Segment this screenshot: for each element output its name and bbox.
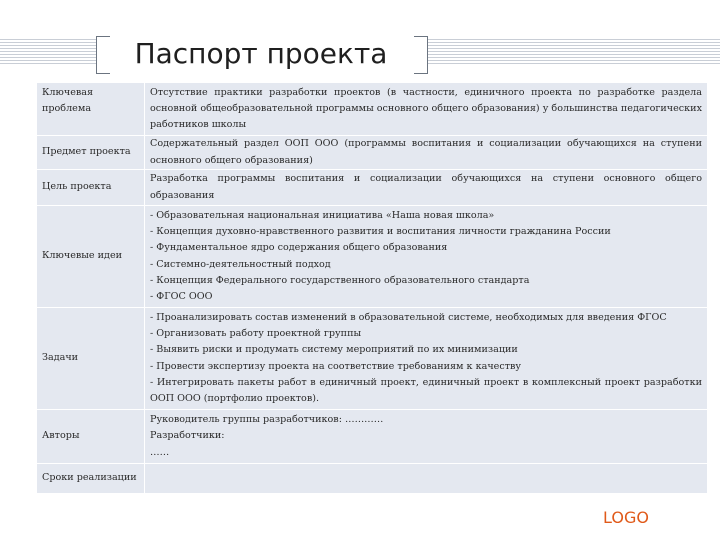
- row-value-goal: Разработка программы воспитания и социализации обучающихся на ступени основного общего образования: [145, 170, 708, 206]
- title-bracket-left-bottom: [96, 73, 110, 74]
- row-label-subject: Предмет проекта: [37, 136, 145, 170]
- header-stripes-left: [0, 39, 96, 65]
- table-row: [37, 464, 708, 494]
- list-item: - Системно-деятельностный подход: [150, 258, 331, 270]
- page-title: Паспорт проекта: [134, 37, 388, 70]
- table-row: [37, 136, 708, 170]
- row-value-key-ideas: [145, 206, 708, 308]
- list-item: - Интегрировать пакеты работ в единичный проект, единичный проект в комплексный проект разработки ООП ООО (портфолио проектов).: [150, 376, 702, 404]
- list-item: ……: [150, 446, 170, 458]
- table-row: [37, 206, 708, 308]
- row-label-tasks: Задачи: [37, 308, 145, 410]
- row-label-authors: Авторы: [37, 410, 145, 464]
- title-bracket-right: [427, 36, 428, 74]
- row-label-goal: Цель проекта: [37, 170, 145, 206]
- list-item: - Организовать работу проектной группы: [150, 328, 362, 340]
- project-passport-table: [36, 82, 708, 494]
- row-value-key-problem: Отсутствие практики разработки проектов (в частности, единичного проекта по разработке раздела основной общеобразовательной программы основного общего образования) у большинства педагогических работников школы: [145, 83, 708, 136]
- header-stripes-right: [428, 39, 720, 65]
- title-bracket-right-bottom: [414, 73, 428, 74]
- row-value-tasks: [145, 308, 708, 410]
- table-row: [37, 83, 708, 136]
- row-label-timeline: Сроки реализации: [37, 464, 145, 494]
- list-item: - Образовательная национальная инициатива «Наша новая школа»: [150, 209, 495, 221]
- logo: LOGO: [603, 508, 649, 527]
- list-item: - Выявить риски и продумать систему мероприятий по их минимизации: [150, 344, 518, 356]
- list-item: - Концепция Федерального государственного образовательного стандарта: [150, 274, 530, 286]
- list-item: Руководитель группы разработчиков: …………: [150, 414, 384, 426]
- table-row: [37, 308, 708, 410]
- title-bracket-left: [96, 36, 97, 74]
- row-label-key-ideas: Ключевые идеи: [37, 206, 145, 308]
- row-value-authors: [145, 410, 708, 464]
- table-row: [37, 410, 708, 464]
- row-value-timeline: [145, 464, 708, 494]
- table-row: [37, 170, 708, 206]
- list-item: - Провести экспертизу проекта на соответствие требованиям к качеству: [150, 360, 522, 372]
- list-item: Разработчики:: [150, 430, 225, 442]
- list-item: - Фундаментальное ядро содержания общего образования: [150, 242, 448, 254]
- list-item: - ФГОС ООО: [150, 290, 213, 302]
- row-label-key-problem: Ключевая проблема: [37, 83, 145, 136]
- row-value-subject: Содержательный раздел ООП ООО (программы воспитания и социализации обучающихся на ступени основного общего образования): [145, 136, 708, 170]
- list-item: - Проанализировать состав изменений в образовательной системе, необходимых для введения ФГОС: [150, 311, 667, 323]
- list-item: - Концепция духовно-нравственного развития и воспитания личности гражданина России: [150, 226, 611, 238]
